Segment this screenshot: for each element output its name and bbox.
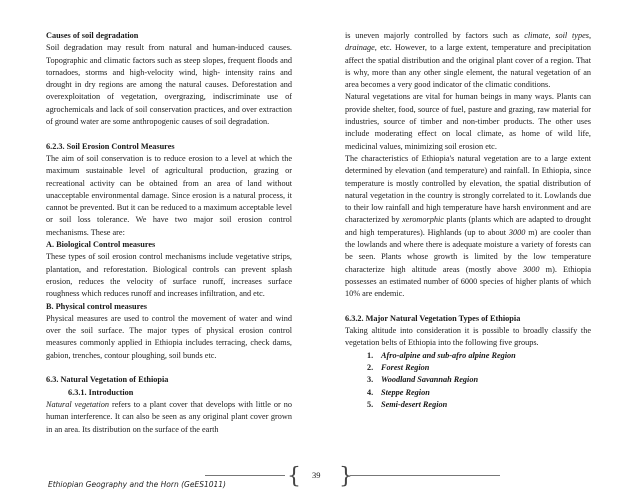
heading-erosion-control: 6.2.3. Soil Erosion Control Measures: [46, 141, 175, 151]
paragraph-characteristics: The characteristics of Ethiopia's natural vegetation are to a large extent determined by elevation (and temperature) and rainfall. In Ethiopia, since temperature is mostly controlled by elevation, the spatial distribution of natural vegetation in the country is strongly correlated to it. Lowlands due to their low rainfall and high temperature have harsh environment and are characterized by xeromorphic plants (plants which are adapted to drought and high temperatures). Highlands (up to about 3000 m) are cooler than the lowlands and where there is adequate moisture a variety of forests can be seen. Plants whose growth is limited by the low temperature characterize high altitude areas (mostly above 3000 m). Ethiopia possesses an estimated number of 6000 species of higher plants of which 10% are endemic.: [345, 153, 591, 299]
list-item: 5. Semi-desert Region: [367, 399, 448, 409]
right-brace-icon: }: [339, 464, 353, 489]
page-footer: [0, 464, 638, 493]
paragraph-erosion-control: The aim of soil conservation is to reduce erosion to a level at which the maximum sustainable level of agricultural production, grazing or recreational activity can be obtained from an area of land without unacceptable environmental damage. Since erosion is a natural process, it cannot be prevented. But it can be reduced to a maximum acceptable level or soil loss tolerance. We have two major soil erosion control mechanisms. These are:: [46, 153, 292, 237]
list-item: 2. Forest Region: [367, 363, 430, 373]
heading-physical-control: B. Physical control measures: [46, 301, 147, 311]
left-column: [46, 30, 292, 436]
vegetation-region-list: [345, 350, 591, 411]
footer-book-title: Ethiopian Geography and the Horn (GeES1011): [48, 480, 226, 489]
list-item: 3. Woodland Savannah Region: [367, 375, 479, 385]
paragraph-causes: Soil degradation may result from natural and human-induced causes. Topographic and climatic factors such as steep slopes, frequent floods and tornadoes, storms and high-velocity wind, high- intensity rains and drought in dry regions are among the natural causes. Deforestation and overexploitation of vegetation, overgrazing, indiscriminate use of agrochemicals and lack of soil conservation practices, and over extraction of ground water are some anthropogenic causes of soil degradation.: [46, 43, 292, 127]
paragraph-biological-control: These types of soil erosion control mechanisms include vegetative strips, plantation, and reforestation. Biological controls can prevent splash erosion, reduces the velocity of surface runoff, increases surface roughness which reduces runoff and increases infiltration, and etc.: [46, 252, 292, 299]
left-brace-icon: {: [287, 464, 301, 489]
paragraph-vegetation-types: Taking altitude into consideration it is possible to broadly classify the vegetation belts of Ethiopia into the following five groups.: [345, 326, 591, 348]
paragraph-physical-control: Physical measures are used to control the movement of water and wind over the soil surface. The major types of physical erosion control measures commonly applied in Ethiopia includes terracing, check dams, gabion, trenches, contour ploughing, soil bunds etc.: [46, 313, 292, 360]
list-item: 1. Afro-alpine and sub-afro alpine Region: [367, 350, 516, 360]
paragraph-vital: Natural vegetations are vital for human beings in many ways. Plants can provide shelter, food, source of fuel, pasture and grazing, raw material for industries, source of timber and non-timber products. The other uses include moderating effect on local climate, as home of wild life, medicinal values, minimizing soil erosion etc.: [345, 92, 591, 151]
term-natural-vegetation: Natural vegetation: [46, 399, 110, 409]
heading-introduction: 6.3.1. Introduction: [68, 387, 134, 397]
page-number: 39: [312, 470, 321, 480]
footer-rule-right: [350, 475, 500, 476]
footer-rule-left: [205, 475, 285, 476]
right-column: [345, 30, 591, 411]
heading-biological-control: A. Biological Control measures: [46, 240, 156, 250]
heading-causes-soil-degradation: Causes of soil degradation: [46, 31, 139, 40]
heading-natural-vegetation: 6.3. Natural Vegetation of Ethiopia: [46, 375, 169, 385]
paragraph-distribution: is uneven majorly controlled by factors such as climate, soil types, drainage, etc. However, to a large extent, temperature and precipitation affect the spatial distribution and the original plant cover of a region. That is why, more than any other single element, the natural vegetation of an area becomes a very good indicator of the climatic conditions.: [345, 31, 592, 90]
paragraph-introduction: Natural vegetation refers to a plant cover that develops with little or no human interference. It can also be seen as any original plant cover grown in an area. Its distribution on the surface of the earth: [46, 399, 292, 434]
list-item: 4. Steppe Region: [367, 387, 430, 397]
heading-vegetation-types: 6.3.2. Major Natural Vegetation Types of Ethiopia: [345, 313, 521, 323]
